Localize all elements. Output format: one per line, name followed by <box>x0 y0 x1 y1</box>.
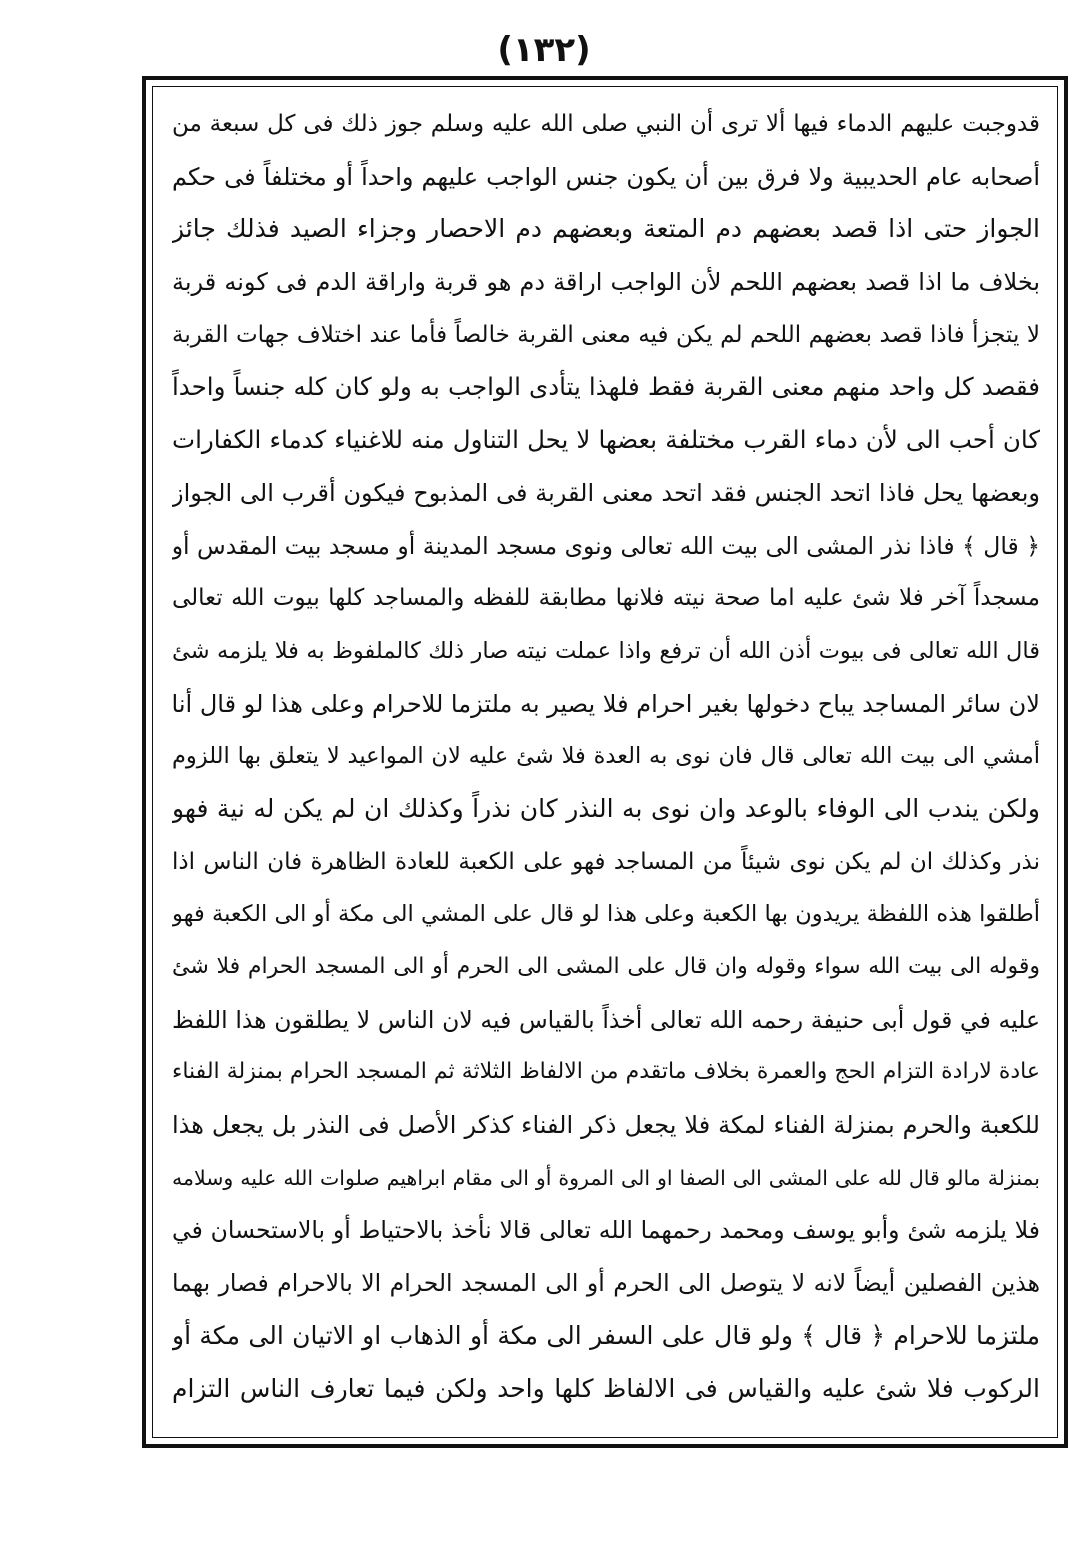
text-line: ولكن يندب الى الوفاء بالوعد وان نوى به النذر كان نذراً وكذلك ان لم يكن له نية فهو <box>172 793 1040 823</box>
text-line: لان سائر المساجد يباح دخولها بغير احرام فلا يصير به ملتزما للاحرام وعلى هذا لو قال أنا <box>172 689 1040 718</box>
text-line: هذين الفصلين أيضاً لانه لا يتوصل الى الحرم أو الى المسجد الحرام الا بالاحرام فصار بهما <box>172 1269 1040 1298</box>
text-line: نذر وكذلك ان لم يكن نوى شيئاً من المساجد فهو على الكعبة للعادة الظاهرة فان الناس اذا <box>172 848 1040 875</box>
text-line: بمنزلة مالو قال لله على المشى الى الصفا او الى المروة أو الى مقام ابراهيم صلوات الله عليه وسلامه <box>172 1165 1040 1190</box>
page-number: (١٣٢) <box>497 30 591 70</box>
text-line: ملتزما للاحرام ﴿ قال ﴾ ولو قال على السفر الى مكة أو الذهاب او الاتيان الى مكة أو <box>172 1320 1040 1350</box>
text-line: وقوله الى بيت الله سواء وقوله وان قال على المشى الى الحرم أو الى المسجد الحرام فلا شئ <box>172 954 1040 979</box>
text-line: فقصد كل واحد منهم معنى القربة فقط فلهذا يتأدى الواجب به ولو كان كله جنساً واحداً <box>172 372 1040 402</box>
body-text <box>172 98 1040 1415</box>
text-line: عادة لارادة التزام الحج والعمرة بخلاف ماتقدم من الالفاظ الثلاثة ثم المسجد الحرام بمنزلة الفناء <box>172 1059 1040 1085</box>
text-line: مسجداً آخر فلا شئ عليه اما صحة نيته فلانها مطابقة للفظه والمساجد كلها بيوت الله تعالى <box>172 585 1040 612</box>
text-line: بخلاف ما اذا قصد بعضهم اللحم لأن الواجب اراقة دم هو قربة واراقة الدم فى كونه قربة <box>172 268 1040 297</box>
text-line: وبعضها يحل فاذا اتحد الجنس فقد اتحد معنى القربة فى المذبوح فيكون أقرب الى الجواز <box>172 478 1040 507</box>
text-line: قال الله تعالى فى بيوت أذن الله أن ترفع واذا عملت نيته صار ذلك كالملفوظ به فلا يلزمه شئ <box>172 637 1040 664</box>
text-line: فلا يلزمه شئ وأبو يوسف ومحمد رحمهما الله تعالى قالا نأخذ بالاحتياط أو بالاستحسان في <box>172 1216 1040 1245</box>
text-line: لا يتجزأ فاذا قصد بعضهم اللحم لم يكن فيه معنى القربة خالصاً فأما عند اختلاف جهات القربة <box>172 321 1040 348</box>
text-line: الركوب فلا شئ عليه والقياس فى الالفاظ كلها واحد ولكن فيما تعارف الناس التزام <box>172 1373 1040 1403</box>
text-line: أصحابه عام الحديبية ولا فرق بين أن يكون جنس الواجب عليهم واحداً أو مختلفاً فى حكم <box>172 162 1040 191</box>
text-line: قدوجبت عليهم الدماء فيها ألا ترى أن النبي صلى الله عليه وسلم جوز ذلك فى كل سبعة من <box>172 111 1040 137</box>
text-line: أطلقوا هذه اللفظة يريدون بها الكعبة وعلى هذا لو قال على المشي الى مكة أو الى الكعبة فهو <box>172 901 1040 928</box>
text-line: الجواز حتى اذا قصد بعضهم دم المتعة وبعضهم دم الاحصار وجزاء الصيد فذلك جائز <box>172 214 1040 244</box>
text-line: ﴿ قال ﴾ فاذا نذر المشى الى بيت الله تعالى ونوى مسجد المدينة أو مسجد بيت المقدس أو <box>172 531 1040 560</box>
text-line: كان أحب الى لأن دماء القرب مختلفة بعضها لا يحل التناول منه للاغنياء كدماء الكفارات <box>172 425 1040 455</box>
text-line: عليه في قول أبى حنيفة رحمه الله تعالى أخذاً بالقياس فيه لان الناس لا يطلقون هذا اللفظ <box>172 1005 1040 1034</box>
text-line: أمشي الى بيت الله تعالى قال فان نوى به العدة فلا شئ عليه لان المواعيد لا يتعلق بها اللزوم <box>172 743 1040 770</box>
text-line: للكعبة والحرم بمنزلة الفناء لمكة فلا يجعل ذكر الفناء كذكر الأصل فى النذر بل يجعل هذا <box>172 1111 1040 1140</box>
